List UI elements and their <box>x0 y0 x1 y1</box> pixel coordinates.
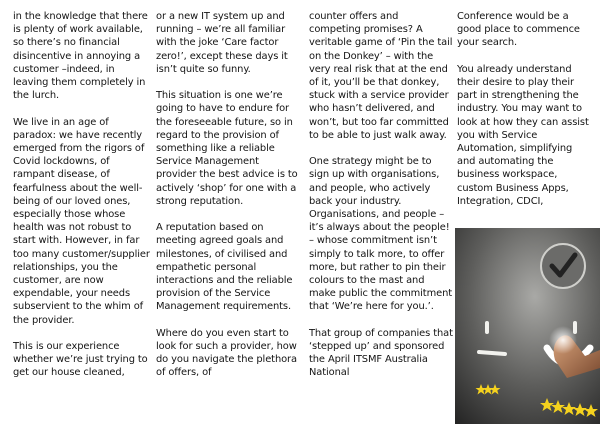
neutral-mouth-icon <box>479 352 505 354</box>
paragraph: One strategy might be to sign up with organisations, and people, who actively back your industry. Organisations, and people – it’s always about the people! – whose commitment isn’t simply to talk more, to offer more, but rather to pin their colours to the mast and make public the commitment that ‘We’re here for you.’. <box>309 156 452 313</box>
paragraph: We live in an age of paradox: we have recently emerged from the rigors of Covid lockdowns, of rampant disease, of fearfulness about the well-being of our loved ones, especially those whose health was not robust to start with. However, in far too many customer/supplier relationships, you the customer, are now expendable, your needs subservient to the whim of the provider. <box>13 116 150 326</box>
paragraph: in the knowledge that there is plenty of work available, so there’s no financial disincentive in annoying a customer –indeed, in leaving them completely in the lurch. <box>13 11 148 102</box>
paragraph: This situation is one we’re going to have to endure for the foreseeable future, so in regard to the provision of something like a reliable Service Management provider the best advice is to actively ‘shop’ for one with a strong reputation. <box>156 90 298 207</box>
text-column-1 <box>13 10 150 393</box>
paragraph: Conference would be a good place to commence your search. <box>457 11 580 49</box>
paragraph: or a new IT system up and running – we’re all familiar with the joke ‘Care factor zero!’, except these days it isn’t quite so funny. <box>156 11 288 75</box>
customer-satisfaction-photo <box>455 228 600 424</box>
paragraph: This is our experience whether we’re just trying to get our house cleaned, <box>13 341 148 379</box>
text-column-3 <box>309 10 453 393</box>
text-column-4 <box>457 10 593 221</box>
text-column-2 <box>156 10 302 393</box>
paragraph: counter offers and competing promises? A veritable game of ‘Pin the tail on the Donkey’ – with the very real risk that at the end of it, you’ll be that donkey, stuck with a service provider who hasn’t delivered, and won’t, but too far committed to be able to just walk away. <box>309 11 453 141</box>
emoji-eye-icon <box>485 321 489 334</box>
check-circle-icon <box>541 244 585 288</box>
satisfaction-illustration <box>455 228 600 424</box>
paragraph: Where do you even start to look for such a provider, how do you navigate the plethora of offers, of <box>156 327 297 379</box>
paragraph: You already understand their desire to play their part in strengthening the industry. You may want to look at how they can assist you with Service Automation, simplifying and automating the business workspace, custom Business Apps, Integration, CDCI, <box>457 63 589 207</box>
paragraph: A reputation based on meeting agreed goals and milestones, of civilised and empathetic personal interactions and the reliable provision of the Service Management requirements. <box>156 222 293 313</box>
paragraph: That group of companies that ‘stepped up’ and sponsored the April ITSMF Australia National <box>309 327 453 379</box>
